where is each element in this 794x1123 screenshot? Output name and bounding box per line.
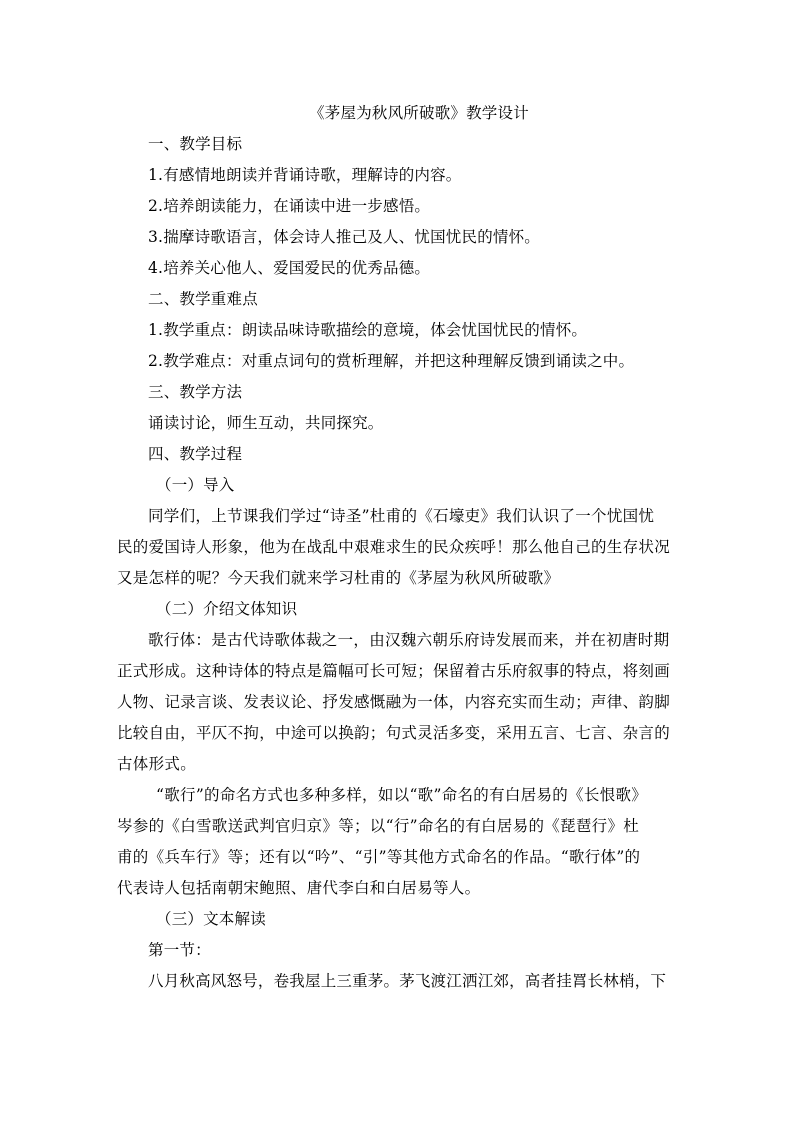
genre-paragraph <box>117 625 678 780</box>
section-heading-goals: 一、教学目标 <box>148 135 243 153</box>
paragraph-line: 正式形成。这种诗体的特点是篇幅可长可短；保留着古乐府叙事的特点，将刻画 <box>117 662 671 680</box>
paragraph-line: 代表诗人包括南朝宋鲍照、唐代李白和白居易等人。 <box>117 879 481 897</box>
key-point-item: 2.教学难点：对重点词句的赏析理解，并把这种理解反馈到诵读之中。 <box>148 352 635 370</box>
goal-item: 3.揣摩诗歌语言，体会诗人推己及人、忧国忧民的情怀。 <box>148 228 540 246</box>
paragraph-line: 同学们，上节课我们学过“诗圣”杜甫的《石壕吏》我们认识了一个忧国忧 <box>148 507 655 525</box>
section-label: 第一节： <box>148 941 211 959</box>
paragraph-line: 人物、记录言谈、发表议论、抒发感慨融为一体，内容充实而生动；声律、韵脚 <box>117 693 671 711</box>
paragraph-line: 比较自由，平仄不拘，中途可以换韵；句式灵活多变，采用五言、七言、杂言的 <box>117 724 671 742</box>
key-point-item: 1.教学重点：朗读品味诗歌描绘的意境，体会忧国忧民的情怀。 <box>148 321 588 339</box>
method-text: 诵读讨论，师生互动，共同探究。 <box>148 414 384 432</box>
paragraph-line: 甫的《兵车行》等；还有以“吟”、“引”等其他方式命名的作品。“歌行体”的 <box>117 848 641 866</box>
section-heading-process: 四、教学过程 <box>148 445 243 463</box>
paragraph-line: 又是怎样的呢？今天我们就来学习杜甫的《茅屋为秋风所破歌》 <box>117 569 560 587</box>
document-body <box>117 98 678 997</box>
section-heading-method: 三、教学方法 <box>148 383 243 401</box>
paragraph-line: 民的爱国诗人形象，他为在战乱中艰难求生的民众疾呼！那么他自己的生存状况 <box>117 538 671 556</box>
intro-paragraph <box>117 501 678 594</box>
goal-item: 1.有感情地朗读并背诵诗歌，理解诗的内容。 <box>148 166 462 184</box>
document-title: 《茅屋为秋风所破歌》教学设计 <box>309 104 529 122</box>
subheading-reading: （三）文本解读 <box>156 910 266 928</box>
section-heading-key-points: 二、教学重难点 <box>148 290 258 308</box>
goal-item: 2.培养朗读能力，在诵读中进一步感悟。 <box>148 197 431 215</box>
paragraph-line: 歌行体：是古代诗歌体裁之一，由汉魏六朝乐府诗发展而来，并在初唐时期 <box>148 631 670 649</box>
subheading-genre: （二）介绍文体知识 <box>156 600 298 618</box>
paragraph-line: 岑参的《白雪歌送武判官归京》等；以“行”命名的有白居易的《琵琶行》杜 <box>117 817 640 835</box>
goal-item: 4.培养关心他人、爱国爱民的优秀品德。 <box>148 259 431 277</box>
naming-paragraph <box>117 780 678 904</box>
poem-line: 八月秋高风怒号，卷我屋上三重茅。茅飞渡江洒江郊，高者挂罥长林梢，下 <box>148 972 667 990</box>
subheading-intro: （一）导入 <box>156 476 235 494</box>
paragraph-line: 古体形式。 <box>117 755 197 773</box>
paragraph-line: “歌行”的命名方式也多种多样，如以“歌”命名的有白居易的《长恨歌》 <box>156 786 648 804</box>
